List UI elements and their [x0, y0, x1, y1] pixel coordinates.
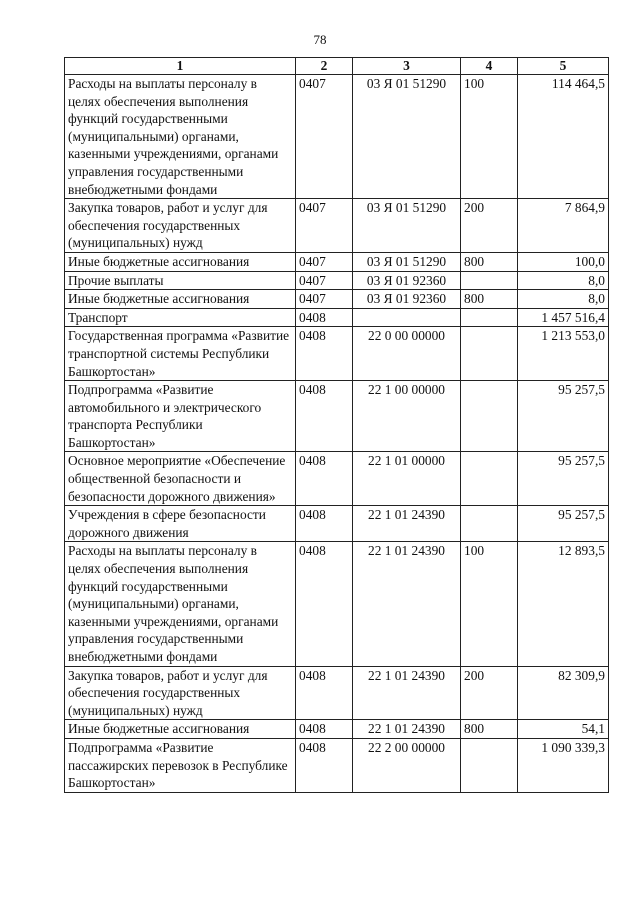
row-csr-cell: 22 1 01 24390 [353, 666, 461, 720]
row-type-cell [461, 308, 518, 327]
row-csr-cell: 22 1 01 00000 [353, 452, 461, 506]
column-header: 3 [353, 58, 461, 75]
table-row [65, 452, 609, 506]
row-amount-cell: 1 213 553,0 [518, 327, 609, 381]
row-section-cell: 0408 [296, 308, 353, 327]
row-amount-cell: 114 464,5 [518, 75, 609, 199]
table-row [65, 666, 609, 720]
row-name-cell: Расходы на выплаты персоналу в целях обеспечения выполнения функций государственными (муниципальными) органами, казенными учреждениями, органами управления государственными внебюджетными фондами [65, 542, 296, 666]
row-section-cell: 0407 [296, 271, 353, 290]
row-section-cell: 0407 [296, 252, 353, 271]
table-row [65, 308, 609, 327]
row-name-cell: Государственная программа «Развитие транспортной системы Республики Башкортостан» [65, 327, 296, 381]
row-section-cell: 0408 [296, 542, 353, 666]
row-type-cell: 200 [461, 666, 518, 720]
row-amount-cell: 95 257,5 [518, 381, 609, 452]
row-name-cell: Транспорт [65, 308, 296, 327]
row-type-cell: 100 [461, 75, 518, 199]
row-csr-cell: 03 Я 01 51290 [353, 252, 461, 271]
table-row [65, 327, 609, 381]
budget-table [64, 57, 609, 793]
row-amount-cell: 1 457 516,4 [518, 308, 609, 327]
row-csr-cell: 03 Я 01 51290 [353, 199, 461, 253]
row-name-cell: Иные бюджетные ассигнования [65, 290, 296, 309]
row-section-cell: 0408 [296, 381, 353, 452]
table-row [65, 271, 609, 290]
row-amount-cell: 7 864,9 [518, 199, 609, 253]
row-section-cell: 0407 [296, 199, 353, 253]
row-type-cell [461, 452, 518, 506]
row-amount-cell: 82 309,9 [518, 666, 609, 720]
row-csr-cell [353, 308, 461, 327]
table-row [65, 381, 609, 452]
row-name-cell: Иные бюджетные ассигнования [65, 720, 296, 739]
table-header-row [65, 58, 609, 75]
column-header: 2 [296, 58, 353, 75]
row-type-cell [461, 271, 518, 290]
column-header: 4 [461, 58, 518, 75]
row-csr-cell: 22 2 00 00000 [353, 738, 461, 792]
row-type-cell [461, 327, 518, 381]
row-csr-cell: 22 1 01 24390 [353, 720, 461, 739]
row-amount-cell: 8,0 [518, 271, 609, 290]
row-type-cell: 800 [461, 720, 518, 739]
row-name-cell: Расходы на выплаты персоналу в целях обеспечения выполнения функций государственными (муниципальными) органами, казенными учреждениями, органами управления государственными внебюджетными фондами [65, 75, 296, 199]
row-name-cell: Основное мероприятие «Обеспечение общественной безопасности и безопасности дорожного движения» [65, 452, 296, 506]
row-amount-cell: 1 090 339,3 [518, 738, 609, 792]
table-body [65, 75, 609, 793]
column-header: 5 [518, 58, 609, 75]
row-section-cell: 0408 [296, 720, 353, 739]
row-type-cell: 100 [461, 542, 518, 666]
row-name-cell: Учреждения в сфере безопасности дорожного движения [65, 506, 296, 542]
row-amount-cell: 95 257,5 [518, 506, 609, 542]
column-header: 1 [65, 58, 296, 75]
row-type-cell [461, 381, 518, 452]
table-row [65, 720, 609, 739]
row-type-cell [461, 738, 518, 792]
row-amount-cell: 54,1 [518, 720, 609, 739]
row-type-cell: 800 [461, 290, 518, 309]
row-section-cell: 0408 [296, 452, 353, 506]
row-name-cell: Иные бюджетные ассигнования [65, 252, 296, 271]
row-csr-cell: 22 1 01 24390 [353, 506, 461, 542]
table-row [65, 252, 609, 271]
row-type-cell: 200 [461, 199, 518, 253]
row-amount-cell: 12 893,5 [518, 542, 609, 666]
row-name-cell: Подпрограмма «Развитие автомобильного и электрического транспорта Республики Башкортостан» [65, 381, 296, 452]
row-section-cell: 0407 [296, 75, 353, 199]
row-csr-cell: 22 0 00 00000 [353, 327, 461, 381]
row-name-cell: Закупка товаров, работ и услуг для обеспечения государственных (муниципальных) нужд [65, 199, 296, 253]
row-csr-cell: 03 Я 01 51290 [353, 75, 461, 199]
row-csr-cell: 22 1 00 00000 [353, 381, 461, 452]
row-csr-cell: 22 1 01 24390 [353, 542, 461, 666]
row-name-cell: Прочие выплаты [65, 271, 296, 290]
table-row [65, 738, 609, 792]
table-row [65, 199, 609, 253]
table-row [65, 75, 609, 199]
row-name-cell: Подпрограмма «Развитие пассажирских перевозок в Республике Башкортостан» [65, 738, 296, 792]
row-name-cell: Закупка товаров, работ и услуг для обеспечения государственных (муниципальных) нужд [65, 666, 296, 720]
row-section-cell: 0408 [296, 506, 353, 542]
row-section-cell: 0408 [296, 738, 353, 792]
table-row [65, 506, 609, 542]
row-csr-cell: 03 Я 01 92360 [353, 271, 461, 290]
row-section-cell: 0407 [296, 290, 353, 309]
row-type-cell: 800 [461, 252, 518, 271]
table-row [65, 542, 609, 666]
row-csr-cell: 03 Я 01 92360 [353, 290, 461, 309]
row-section-cell: 0408 [296, 666, 353, 720]
row-section-cell: 0408 [296, 327, 353, 381]
row-amount-cell: 8,0 [518, 290, 609, 309]
row-type-cell [461, 506, 518, 542]
table-row [65, 290, 609, 309]
row-amount-cell: 100,0 [518, 252, 609, 271]
page-number: 78 [313, 32, 327, 47]
row-amount-cell: 95 257,5 [518, 452, 609, 506]
